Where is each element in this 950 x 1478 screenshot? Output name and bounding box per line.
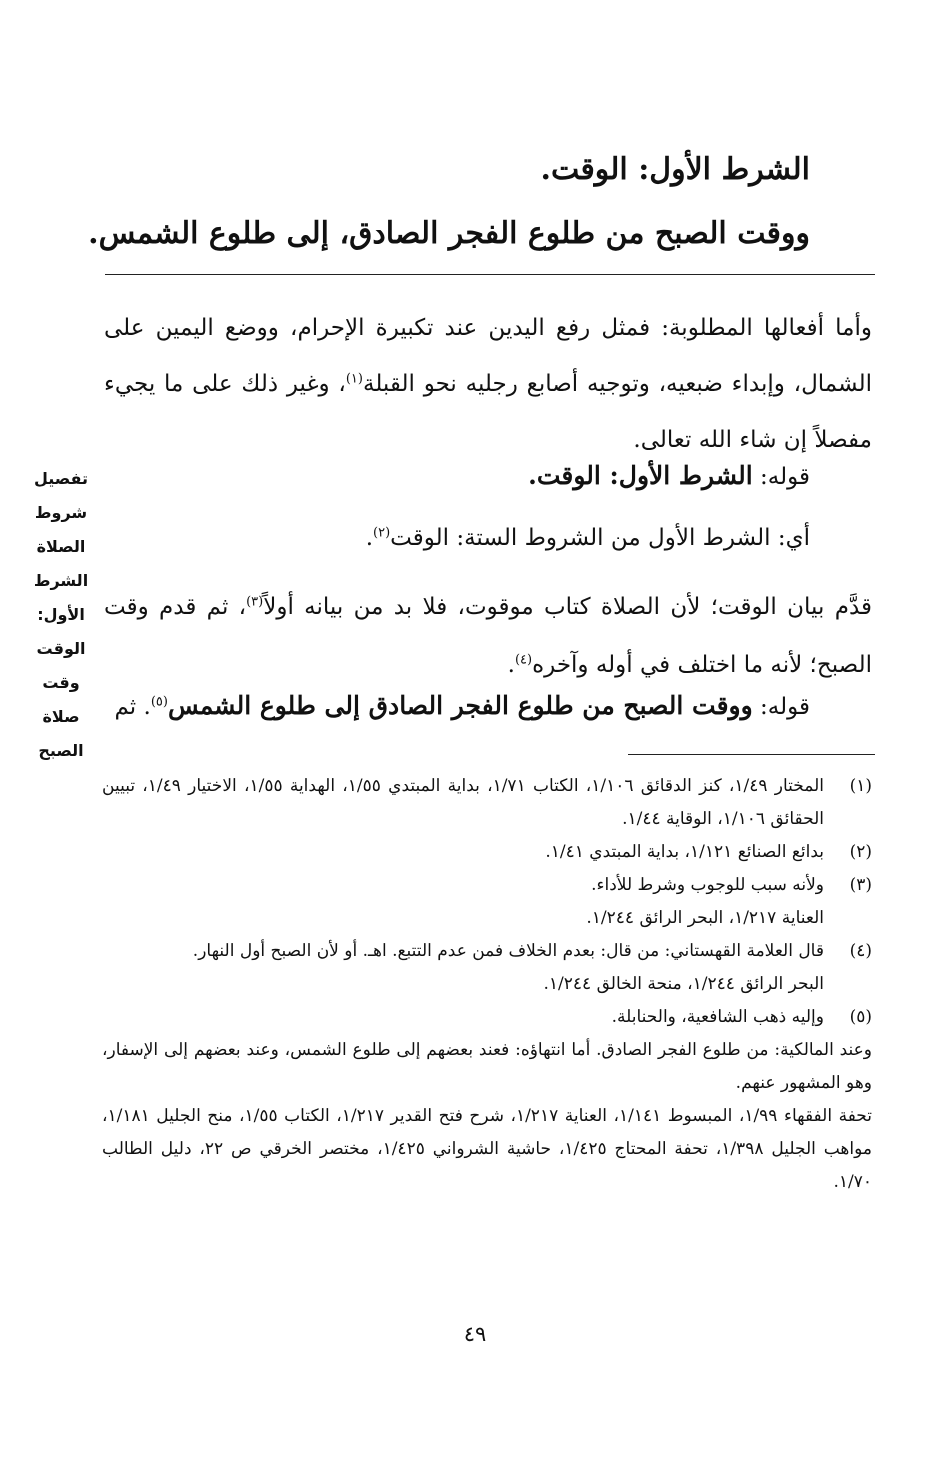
qaddam-text-b: ، ثم قدم وقت الصبح؛ لأنه ما اختلف في أوله وآخره — [104, 594, 872, 678]
top-divider — [105, 274, 875, 275]
footnote-1 — [102, 770, 872, 836]
footnotes — [102, 770, 872, 1199]
footnote-reference: البحر الرائق ١/٢٤٤، منحة الخالق ١/٢٤٤. — [543, 974, 824, 994]
footnote-reference: العناية ١/٢١٧، البحر الرائق ١/٢٤٤. — [586, 908, 824, 928]
footnote-ref-4[interactable]: (٤) — [514, 652, 533, 668]
footnote-ref-1[interactable]: (١) — [345, 371, 363, 387]
footnote-5 — [102, 1001, 872, 1034]
intro-text-b: ، وغير ذلك على ما يجيء مفصلاً إن شاء الله تعالى. — [104, 371, 872, 453]
footnote-ref-2[interactable]: (٢) — [373, 525, 391, 541]
intro-text-a: وأما أفعالها المطلوبة: فمثل رفع اليدين عند تكبيرة الإحرام، ووضع اليمين على الشمال، وإبداء ضبعيه، وتوجيه أصابع رجليه نحو القبلة — [104, 315, 872, 397]
footnote-number: (٢) — [849, 842, 872, 862]
qawl-continuation: . ثم — [114, 694, 151, 720]
explanation-line — [110, 518, 810, 558]
main-text-statement: ووقت الصبح من طلوع الفجر الصادق، إلى طلوع الشمس. — [88, 216, 810, 251]
quoted-matn: الشرط الأول: الوقت. — [528, 461, 753, 490]
footnote-5-references: تحفة الفقهاء ١/٩٩، المبسوط ١/١٤١، العناية ١/٢١٧، شرح فتح القدير ١/٢١٧، الكتاب ١/٥٥، منح الجليل ١/١٨١، مواهب الجليل ١/٣٩٨، تحفة المحتاج ١/٤٢٥، حاشية الشرواني ١/٤٢٥، مختصر الخرقي ص ٢٢، دليل الطالب ١/٧٠. — [102, 1106, 872, 1192]
footnote-text: ولأنه سبب للوجوب وشرط للأداء. — [591, 875, 824, 895]
qawl-prefix: قوله: — [752, 464, 810, 490]
footnote-number: (١) — [849, 776, 872, 796]
footnote-number: (٣) — [849, 875, 872, 895]
footnote-text: بدائع الصنائع ١/١٢١، بداية المبتدي ١/٤١. — [545, 842, 824, 862]
footnote-ref-5[interactable]: (٥) — [150, 694, 168, 710]
qaddam-paragraph — [104, 578, 872, 694]
qawl-prefix: قوله: — [752, 694, 810, 720]
footnote-3 — [102, 869, 872, 935]
footnote-text: المختار ١/٤٩، كنز الدقائق ١/١٠٦، الكتاب ١/٧١، بداية المبتدي ١/٥٥، الهداية ١/٥٥، الاختيار ١/٤٩، تبيين الحقائق ١/١٠٦، الوقاية ١/٤٤. — [102, 776, 824, 829]
qaddam-text-a: قدَّم بيان الوقت؛ لأن الصلاة كتاب موقوت، فلا بد من بيانه أولاً — [263, 594, 873, 620]
quoted-matn: ووقت الصبح من طلوع الفجر الصادق إلى طلوع الشمس — [167, 691, 753, 720]
qaddam-end: . — [507, 652, 515, 678]
explanation-end: . — [365, 525, 374, 551]
page-number: ٤٩ — [463, 1322, 487, 1346]
footnote-text: قال العلامة القهستاني: من قال: بعدم الخلاف فمن عدم التتبع. اهـ. أو لأن الصبح أول النهار. — [192, 941, 824, 961]
footnote-number: (٥) — [849, 1007, 872, 1027]
explanation-text: أي: الشرط الأول من الشروط الستة: الوقت — [390, 525, 810, 551]
section-title: الشرط الأول: الوقت. — [540, 152, 810, 187]
footnote-4 — [102, 935, 872, 1001]
footnote-ref-3[interactable]: (٣) — [246, 594, 264, 610]
qawl-line-1 — [110, 456, 810, 497]
footnote-number: (٤) — [849, 941, 872, 961]
intro-paragraph — [104, 300, 872, 468]
footnote-divider — [628, 754, 875, 755]
footnote-2 — [102, 836, 872, 869]
footnote-5-continuation: وعند المالكية: من طلوع الفجر الصادق. أما انتهاؤه: فعند بعضهم إلى طلوع الشمس، وعند بعضهم إلى الإسفار، وهو المشهور عنهم. — [102, 1040, 872, 1093]
margin-note: تفصيل شروط الصلاة الشرط الأول: الوقت وقت صلاة الصبح — [33, 469, 89, 760]
footnote-text: وإليه ذهب الشافعية، والحنابلة. — [611, 1007, 824, 1027]
qawl-line-2 — [110, 686, 810, 727]
